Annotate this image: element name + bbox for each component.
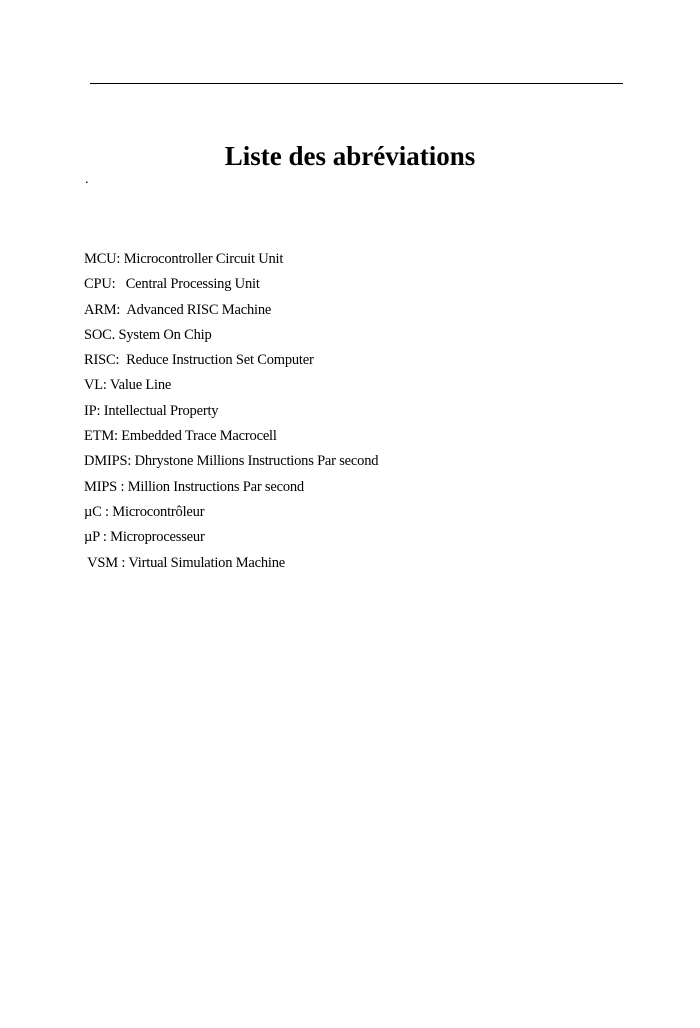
page-title: Liste des abréviations <box>224 141 476 171</box>
header-rule <box>90 83 623 84</box>
abbreviation-item: ETM: Embedded Trace Macrocell <box>84 428 277 445</box>
abbreviation-item: RISC: Reduce Instruction Set Computer <box>84 352 314 369</box>
abbreviation-item: SOC. System On Chip <box>84 326 212 343</box>
abbreviation-item: MCU: Microcontroller Circuit Unit <box>84 251 284 267</box>
abbreviation-item: IP: Intellectual Property <box>84 402 219 419</box>
abbreviation-item: ARM: Advanced RISC Machine <box>84 301 272 318</box>
abbreviation-item: µP : Microprocesseur <box>84 529 205 546</box>
abbreviation-list <box>84 247 378 576</box>
abbreviation-item: µC : Microcontrôleur <box>84 503 205 520</box>
abbreviation-item: VL: Value Line <box>84 377 172 394</box>
abbreviation-item: MIPS : Million Instructions Par second <box>84 478 304 495</box>
abbreviation-item: CPU: Central Processing Unit <box>84 276 260 293</box>
abbreviation-item: DMIPS: Dhrystone Millions Instructions Par second <box>84 453 379 470</box>
abbreviation-item: VSM : Virtual Simulation Machine <box>84 554 286 571</box>
stray-mark: . <box>85 172 89 187</box>
